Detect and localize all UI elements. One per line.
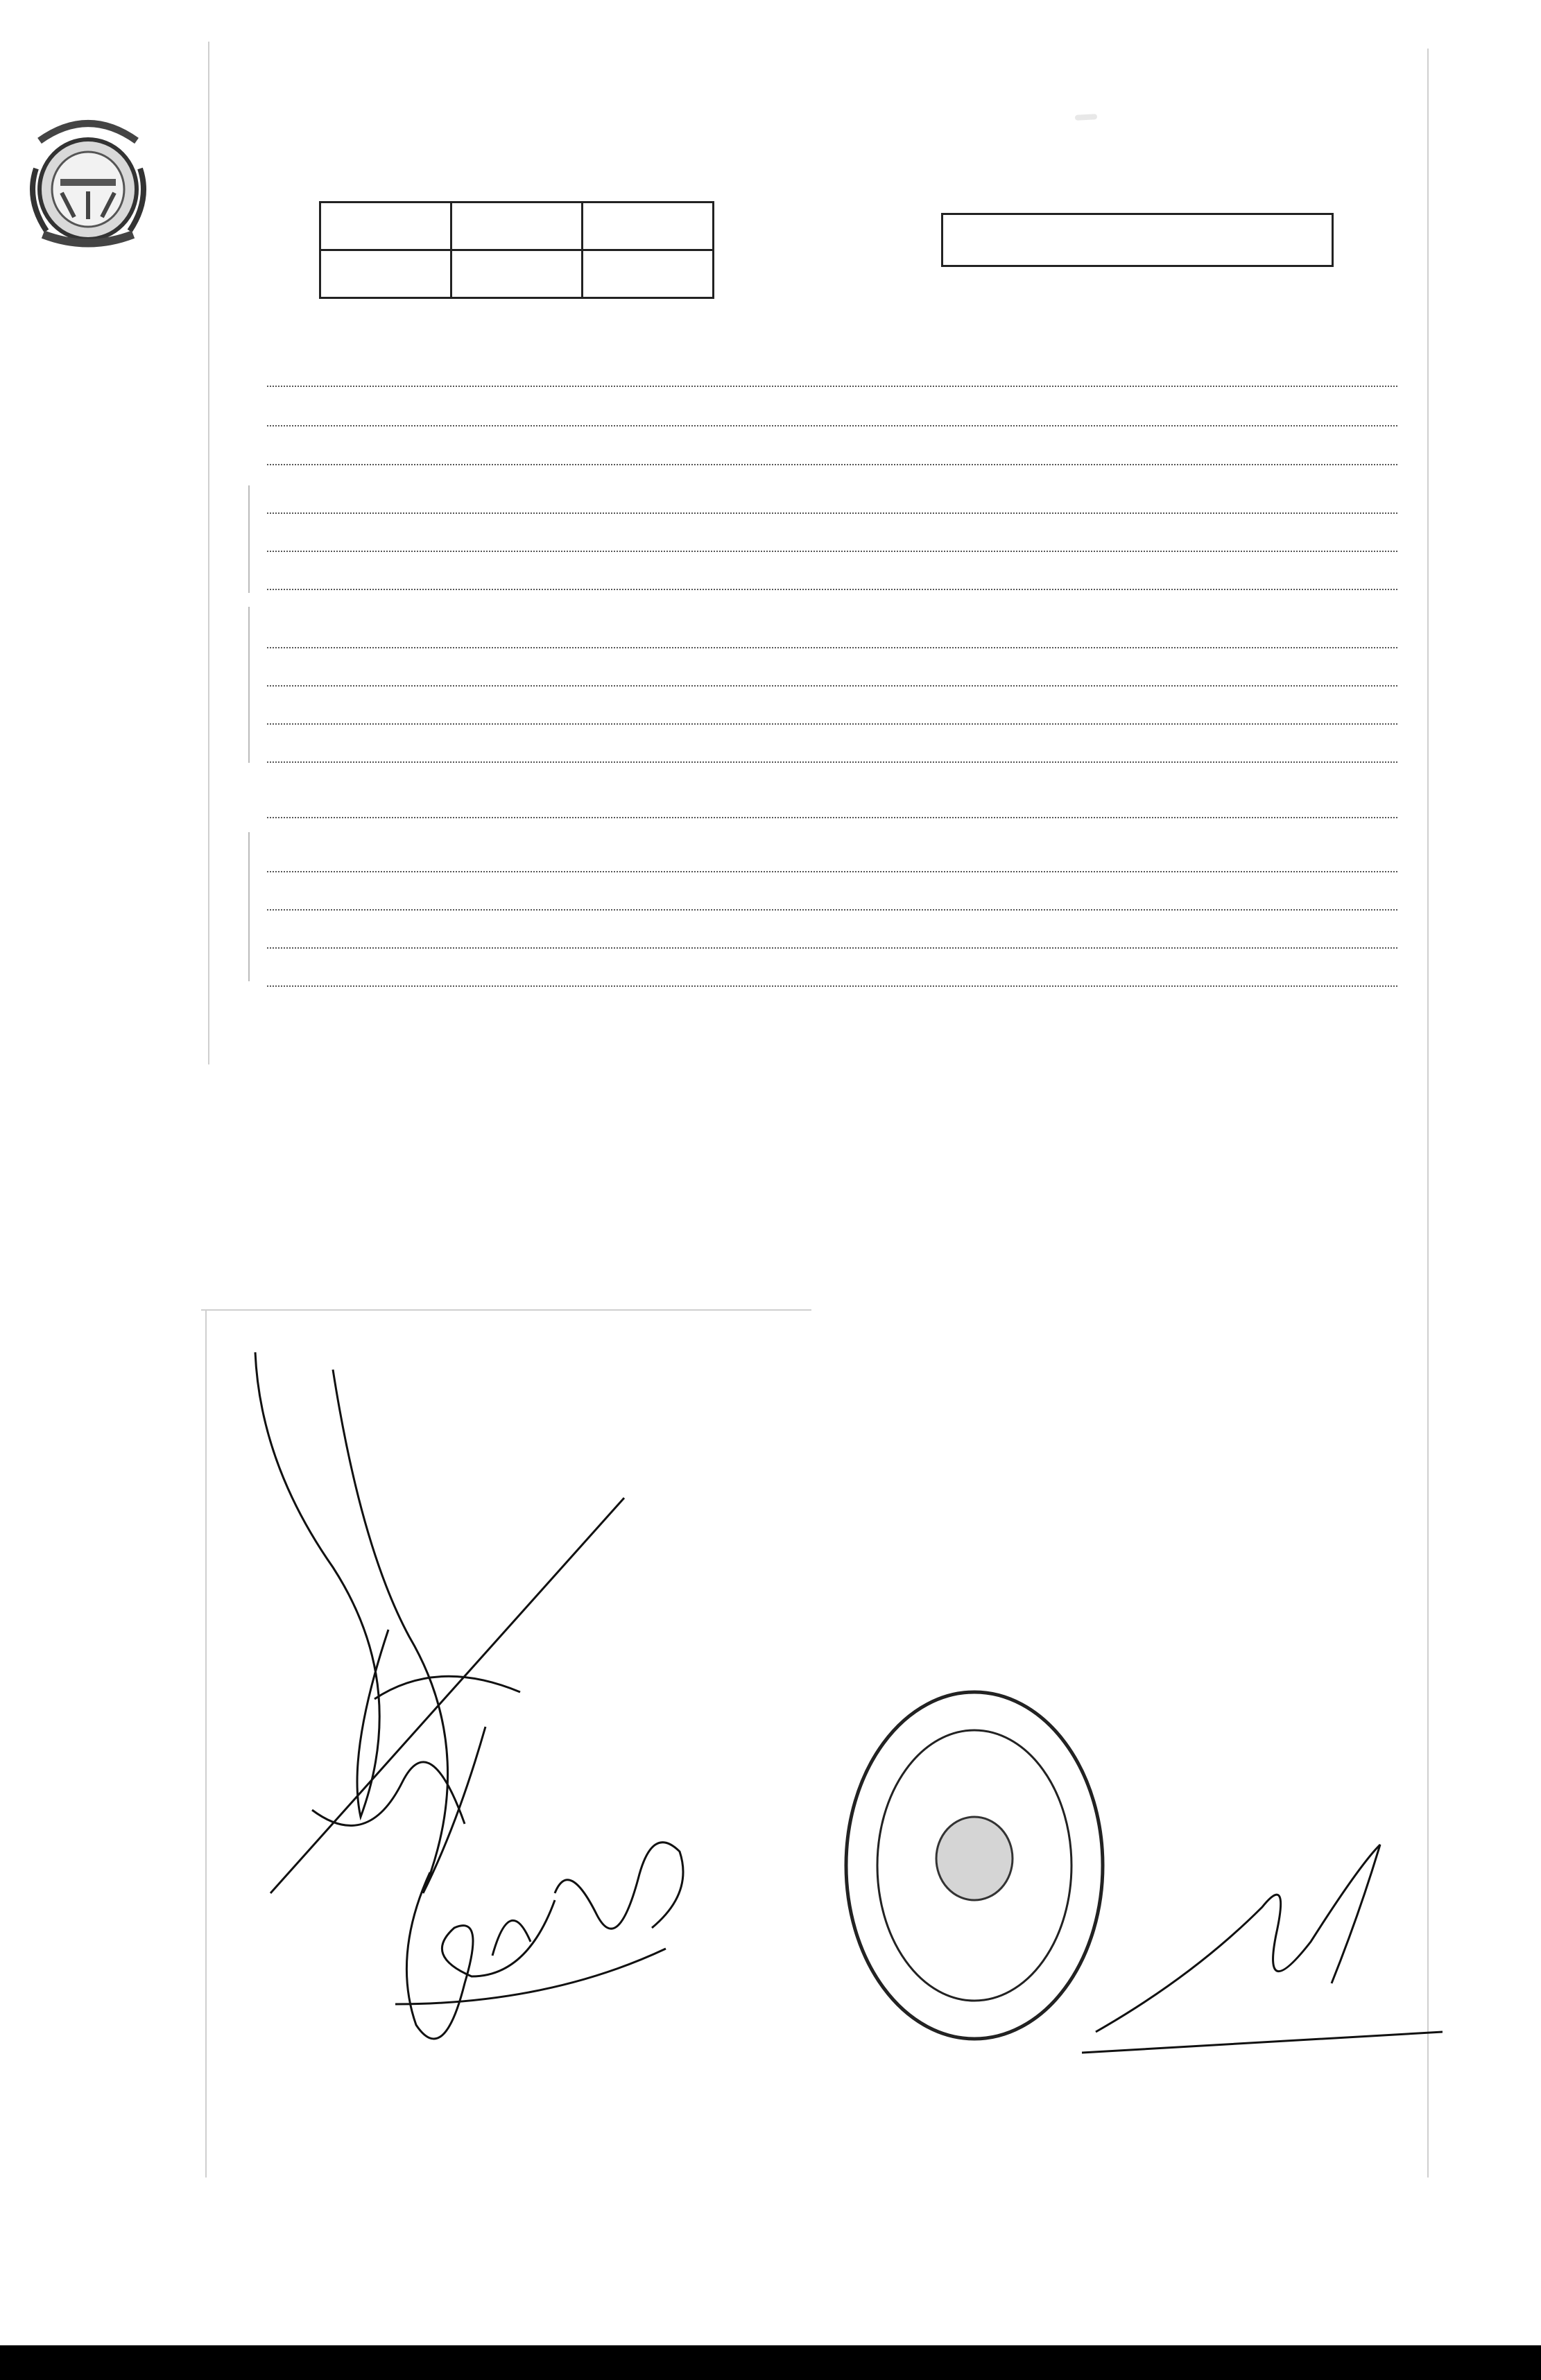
row-apellido bbox=[267, 778, 1397, 818]
left-margin-line-lower bbox=[205, 1311, 207, 2178]
row-act bbox=[267, 425, 1397, 465]
row-location bbox=[267, 347, 1397, 387]
row-domicilio bbox=[267, 908, 1397, 949]
row-father bbox=[267, 608, 1397, 648]
nacido-section-bar bbox=[248, 485, 250, 593]
record-table-values bbox=[320, 250, 714, 298]
seal-emblem-icon bbox=[936, 1817, 1013, 1900]
row-obra bbox=[267, 947, 1397, 987]
row-mother bbox=[267, 684, 1397, 725]
serial-number bbox=[1075, 114, 1097, 121]
header-anio bbox=[583, 202, 714, 250]
official-seal bbox=[836, 1682, 1113, 2049]
row-certificate bbox=[267, 832, 1397, 872]
value-tomo bbox=[320, 250, 451, 298]
sticker-bottom-rule bbox=[201, 1309, 811, 1311]
footer-code-bar bbox=[0, 2345, 1541, 2380]
value-acta bbox=[451, 250, 583, 298]
row-declarante bbox=[267, 870, 1397, 911]
value-anio bbox=[583, 250, 714, 298]
row-nacido-birth bbox=[267, 512, 1397, 552]
header-acta bbox=[451, 202, 583, 250]
record-table bbox=[319, 201, 714, 299]
row-nacido-name bbox=[267, 474, 1397, 514]
row-mother-doc bbox=[267, 723, 1397, 763]
dni-sticker-pattern bbox=[201, 1058, 808, 1307]
registry-logo bbox=[15, 103, 161, 259]
record-table-header bbox=[320, 202, 714, 250]
header-tomo bbox=[320, 202, 451, 250]
province-shield-icon bbox=[19, 103, 157, 255]
record-type-box bbox=[941, 213, 1334, 267]
row-date bbox=[267, 386, 1397, 426]
row-nacido-time bbox=[267, 550, 1397, 590]
official-signature bbox=[1082, 1824, 1443, 2073]
declarante-section-bar bbox=[248, 832, 250, 981]
barcode-icon bbox=[340, 1203, 707, 1260]
left-margin-line bbox=[208, 42, 209, 1064]
mother-signature bbox=[388, 1796, 707, 2067]
padres-section-bar bbox=[248, 607, 250, 763]
row-father-doc bbox=[267, 646, 1397, 687]
